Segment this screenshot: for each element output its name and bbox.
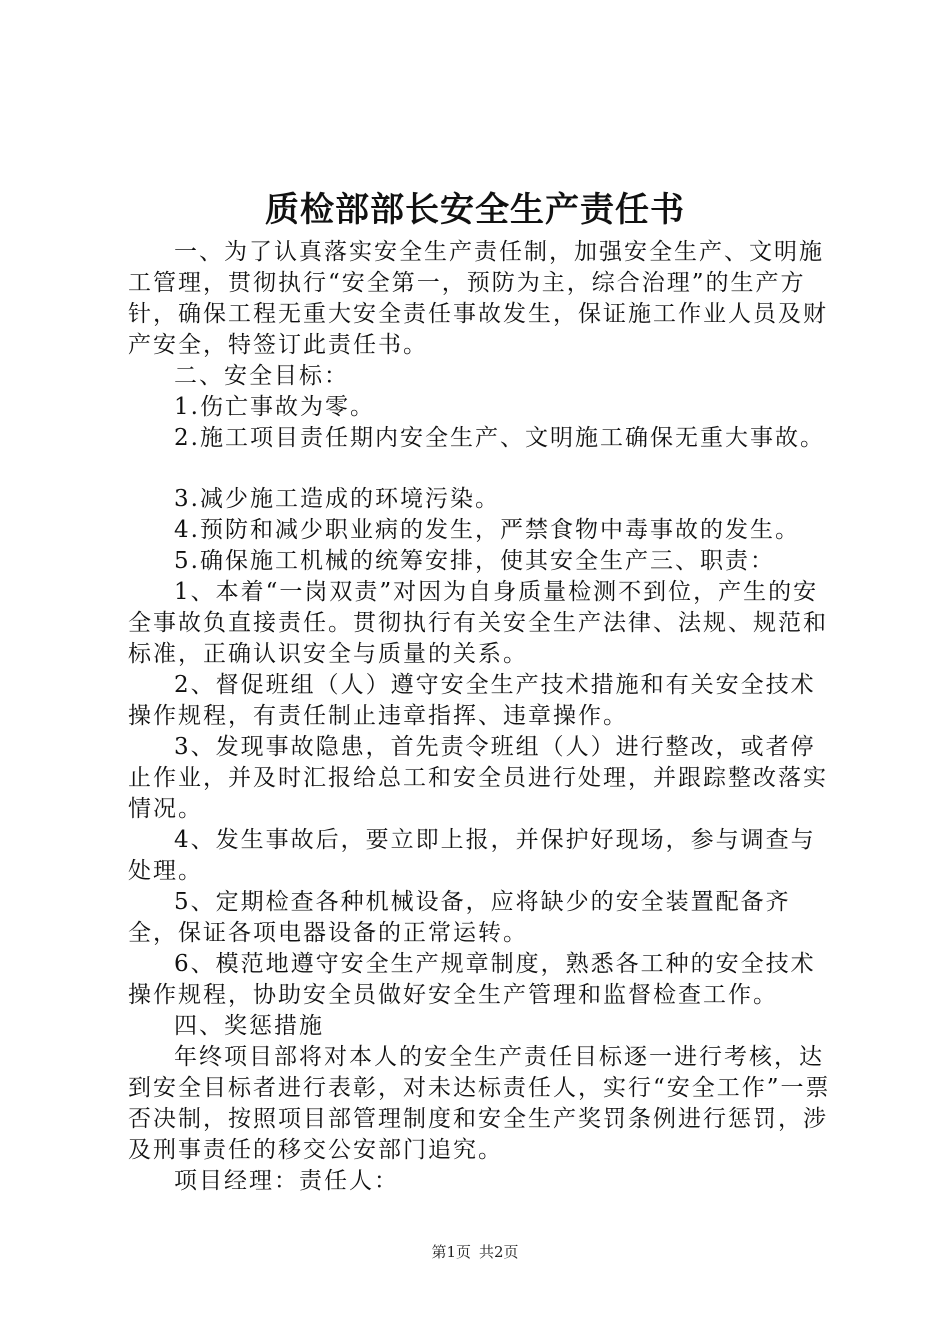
paragraph-duty-1: 1、本着“一岗双责”对因为自身质量检测不到位，产生的安全事故负直接责任。贯彻执行有关安全生产法律、法规、规范和标准，正确认识安全与质量的关系。	[128, 579, 828, 667]
paragraph-rewards-heading: 四、奖惩措施	[174, 1013, 324, 1039]
paragraph-duty-2: 2、督促班组（人）遵守安全生产技术措施和有关安全技术操作规程，有责任制止违章指挥、违章操作。	[128, 672, 816, 729]
document-body	[128, 237, 836, 1197]
paragraph-signatures: 项目经理：责任人：	[174, 1168, 399, 1194]
paragraph-goal-2: 2.施工项目责任期内安全生产、文明施工确保无重大事故。	[174, 425, 825, 451]
paragraph-rewards-body: 年终项目部将对本人的安全生产责任目标逐一进行考核，达到安全目标者进行表彰，对未达标责任人，实行“安全工作”一票否决制，按照项目部管理制度和安全生产奖罚条例进行惩罚，涉及刑事责任的移交公安部门追究。	[128, 1044, 831, 1163]
paragraph-safety-goals-heading: 二、安全目标：	[174, 363, 349, 389]
document-title: 质检部部长安全生产责任书	[265, 190, 685, 230]
paragraph-duty-5: 5、定期检查各种机械设备，应将缺少的安全装置配备齐全，保证各项电器设备的正常运转。	[128, 889, 791, 946]
paragraph-goal-1: 1.伤亡事故为零。	[174, 394, 375, 420]
paragraph-duty-3: 3、发现事故隐患，首先责令班组（人）进行整改，或者停止作业，并及时汇报给总工和安全员进行处理，并跟踪整改落实情况。	[128, 734, 828, 822]
paragraph-goal-3: 3.减少施工造成的环境污染。	[174, 486, 500, 512]
paragraph-goal-5: 5.确保施工机械的统筹安排，使其安全生产三、职责：	[174, 548, 775, 574]
page-footer	[0, 1242, 950, 1262]
paragraph-goal-4: 4.预防和减少职业病的发生，严禁食物中毒事故的发生。	[174, 517, 800, 543]
paragraph-duty-4: 4、发生事故后，要立即上报，并保护好现场，参与调查与处理。	[128, 827, 816, 884]
page-number-total: 共2页	[479, 1243, 519, 1261]
paragraph-duty-6: 6、模范地遵守安全生产规章制度，熟悉各工种的安全技术操作规程，协助安全员做好安全生产管理和监督检查工作。	[128, 951, 816, 1008]
paragraph-purpose: 一、为了认真落实安全生产责任制，加强安全生产、文明施工管理，贯彻执行“安全第一，预防为主，综合治理”的生产方针，确保工程无重大安全责任事故发生，保证施工作业人员及财产安全，特签订此责任书。	[128, 239, 828, 358]
page-number-current: 第1页	[431, 1243, 471, 1261]
